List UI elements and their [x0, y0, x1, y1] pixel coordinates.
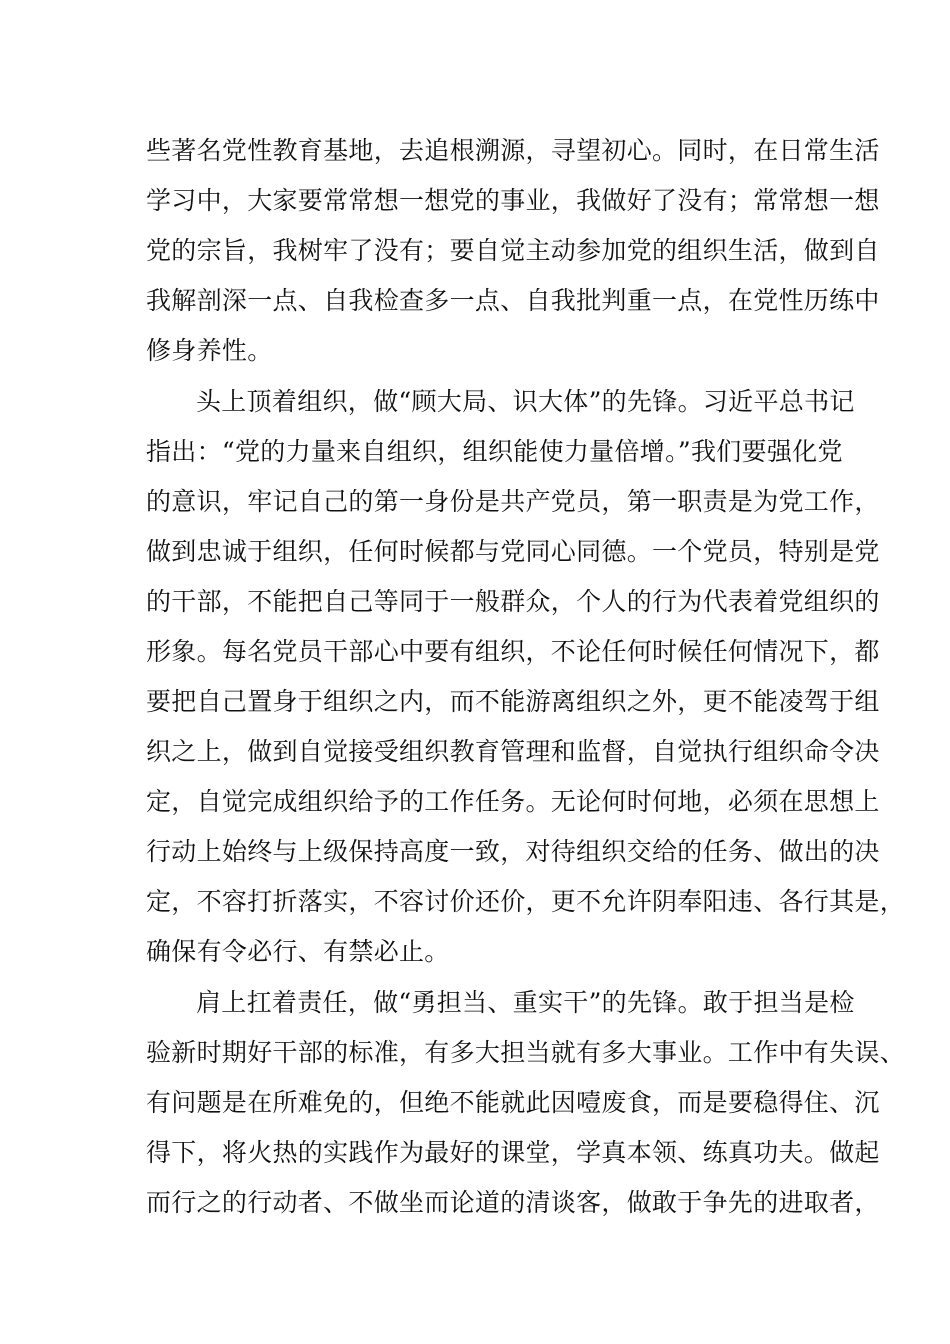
text-line: 定，自觉完成组织给予的工作任务。无论何时何地，必须在思想上 [146, 787, 880, 816]
text-line: 做到忠诚于组织，任何时候都与党同心同德。一个党员，特别是党 [146, 537, 880, 566]
text-line: 行动上始终与上级保持高度一致，对待组织交给的任务、做出的决 [146, 837, 880, 866]
text-line: 形象。每名党员干部心中要有组织，不论任何时候任何情况下，都 [146, 637, 880, 666]
paragraph-heading-line: 肩上扛着责任，做“勇担当、重实干”的先锋。敢于担当是检 [196, 988, 855, 1017]
text-line: 的意识，牢记自己的第一身份是共产党员，第一职责是为党工作， [146, 487, 880, 516]
text-line: 定，不容打折落实，不容讨价还价，更不允许阴奉阳违、各行其是， [146, 887, 906, 916]
text-line: 验新时期好干部的标准，有多大担当就有多大事业。工作中有失误、 [146, 1038, 906, 1067]
text-line: 而行之的行动者、不做坐而论道的清谈客，做敢于争先的进取者， [146, 1188, 880, 1217]
text-line: 的干部，不能把自己等同于一般群众，个人的行为代表着党组织的 [146, 587, 880, 616]
text-line: 修身养性。 [146, 336, 273, 365]
text-line: 我解剖深一点、自我检查多一点、自我批判重一点，在党性历练中 [146, 286, 880, 315]
text-line: 党的宗旨，我树牢了没有；要自觉主动参加党的组织生活，做到自 [146, 236, 880, 265]
text-line: 有问题是在所难免的，但绝不能就此因噎废食，而是要稳得住、沉 [146, 1088, 880, 1117]
text-line: 要把自己置身于组织之内，而不能游离组织之外，更不能凌驾于组 [146, 687, 880, 716]
paragraph-heading-line: 头上顶着组织，做“顾大局、识大体”的先锋。习近平总书记 [196, 387, 855, 416]
text-line: 织之上，做到自觉接受组织教育管理和监督，自觉执行组织命令决 [146, 737, 880, 766]
text-line: 指出：“党的力量来自组织，组织能使力量倍增。”我们要强化党 [146, 437, 843, 466]
text-line: 学习中，大家要常常想一想党的事业，我做好了没有；常常想一想 [146, 186, 880, 215]
text-line: 些著名党性教育基地，去追根溯源，寻望初心。同时，在日常生活 [146, 136, 880, 165]
text-line: 确保有令必行、有禁必止。 [146, 937, 450, 966]
text-line: 得下，将火热的实践作为最好的课堂，学真本领、练真功夫。做起 [146, 1138, 880, 1167]
